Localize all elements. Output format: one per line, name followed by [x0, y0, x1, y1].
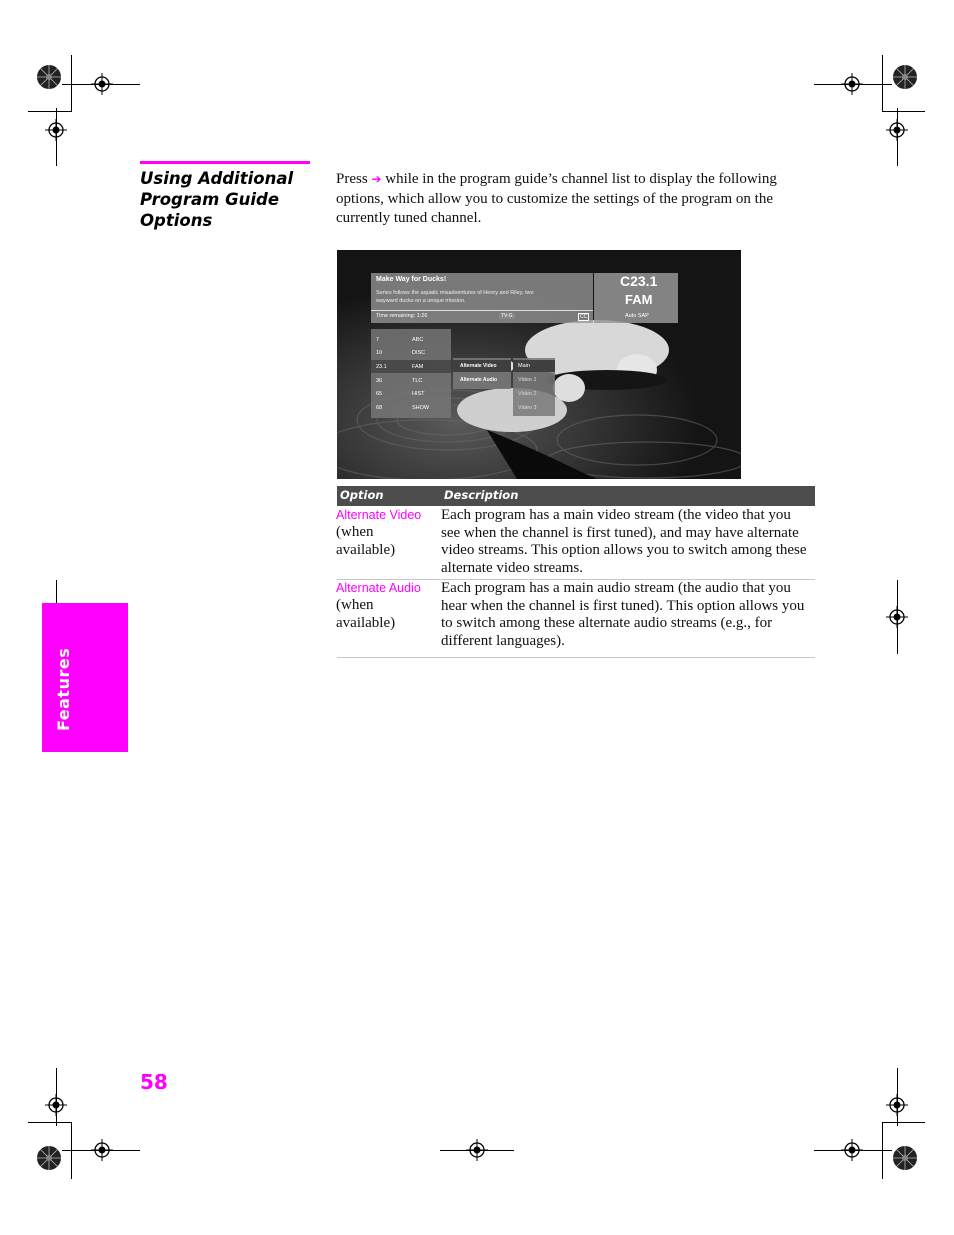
option-alternate-video[interactable]: Alternate Video	[460, 363, 497, 369]
channel-row-number: 7	[376, 337, 380, 343]
registration-mark-icon	[841, 73, 863, 95]
banner-divider	[371, 310, 593, 311]
option-availability-line: (when	[336, 524, 374, 540]
registration-mark-icon	[91, 1139, 113, 1161]
header-option: Option	[340, 488, 384, 502]
header-description: Description	[444, 488, 519, 502]
section-title-line: Options	[140, 211, 213, 230]
option-availability-line: available)	[336, 541, 396, 558]
option-availability-line: (when	[336, 597, 374, 613]
video-submenu-item[interactable]: Video 1	[518, 377, 537, 383]
channel-number: C23.1	[620, 273, 658, 289]
color-bar-star-icon	[36, 1145, 62, 1171]
channel-row-name: ABC	[412, 337, 424, 343]
channel-row-name: TLC	[412, 378, 423, 384]
option-alternate-audio[interactable]: Alternate Audio	[460, 377, 498, 383]
section-title-line: Program Guide	[140, 190, 280, 209]
cc-badge: CC	[580, 314, 588, 320]
table-row-divider	[337, 657, 815, 658]
registration-mark-icon	[466, 1139, 488, 1161]
section-title	[140, 168, 315, 231]
channel-row-number: 65	[376, 391, 383, 397]
channel-row-name: SHOW	[412, 405, 430, 411]
audio-mode: Auto SAP	[625, 313, 649, 319]
color-bar-star-icon	[892, 1145, 918, 1171]
channel-row-number: 23.1	[376, 364, 387, 370]
registration-mark-icon	[91, 73, 113, 95]
channel-row-name: HIST	[412, 391, 425, 397]
right-arrow-icon: ➔	[371, 172, 382, 186]
intro-text: Press	[336, 171, 372, 187]
channel-row-number: 10	[376, 350, 383, 356]
chapter-side-tab-label: Features	[54, 647, 73, 731]
rating-badge: TV-G	[501, 313, 513, 319]
option-description: Each program has a main video stream (the video that you see when the channel is first tuned), and may have alternate video streams. This option allows you to switch among these alternate video streams.	[441, 507, 807, 576]
option-name: Alternate Audio	[336, 581, 421, 595]
intro-paragraph	[336, 170, 806, 229]
channel-name: FAM	[625, 292, 653, 307]
option-description: Each program has a main audio stream (the audio that you hear when the channel is first tuned). This option allows you to switch among these alternate audio streams (e.g., for different languages).	[441, 580, 805, 649]
registration-mark-icon	[45, 119, 67, 141]
section-title-line: Using Additional	[140, 169, 294, 188]
option-availability	[336, 524, 395, 559]
registration-mark-icon	[886, 1094, 908, 1116]
time-remaining: Time remaining: 1:26	[376, 313, 428, 319]
option-availability-line: available)	[336, 614, 396, 631]
video-submenu-item[interactable]: Video 2	[518, 391, 537, 397]
registration-mark-icon	[45, 1094, 67, 1116]
video-submenu-item[interactable]: Video 3	[518, 405, 537, 411]
channel-row-number: 36	[376, 378, 383, 384]
options-table-header	[337, 486, 815, 506]
program-description-line: wayward ducks on a unique mission.	[376, 298, 466, 304]
channel-row-name: FAM	[412, 364, 424, 370]
intro-text: while in the program guide’s channel list to display the following options, which allow you to customize the settings of the program on the currently tuned channel.	[336, 171, 777, 226]
registration-mark-icon	[886, 606, 908, 628]
channel-row-name: DISC	[412, 350, 426, 356]
option-availability	[336, 597, 395, 632]
color-bar-star-icon	[892, 64, 918, 90]
channel-list	[371, 329, 451, 418]
program-description-line: Series follows the aquatic misadventures of Henry and Riley, two	[376, 290, 534, 296]
video-submenu-item[interactable]: Main	[518, 363, 530, 369]
option-name: Alternate Video	[336, 508, 422, 522]
chapter-side-tab	[42, 603, 128, 752]
heading-rule	[140, 161, 310, 164]
color-bar-star-icon	[36, 64, 62, 90]
tv-screenshot	[337, 250, 741, 479]
page-number: 58	[140, 1070, 168, 1094]
registration-mark-icon	[841, 1139, 863, 1161]
channel-row-number: 68	[376, 405, 383, 411]
registration-mark-icon	[886, 119, 908, 141]
program-title: Make Way for Ducks!	[376, 276, 447, 283]
